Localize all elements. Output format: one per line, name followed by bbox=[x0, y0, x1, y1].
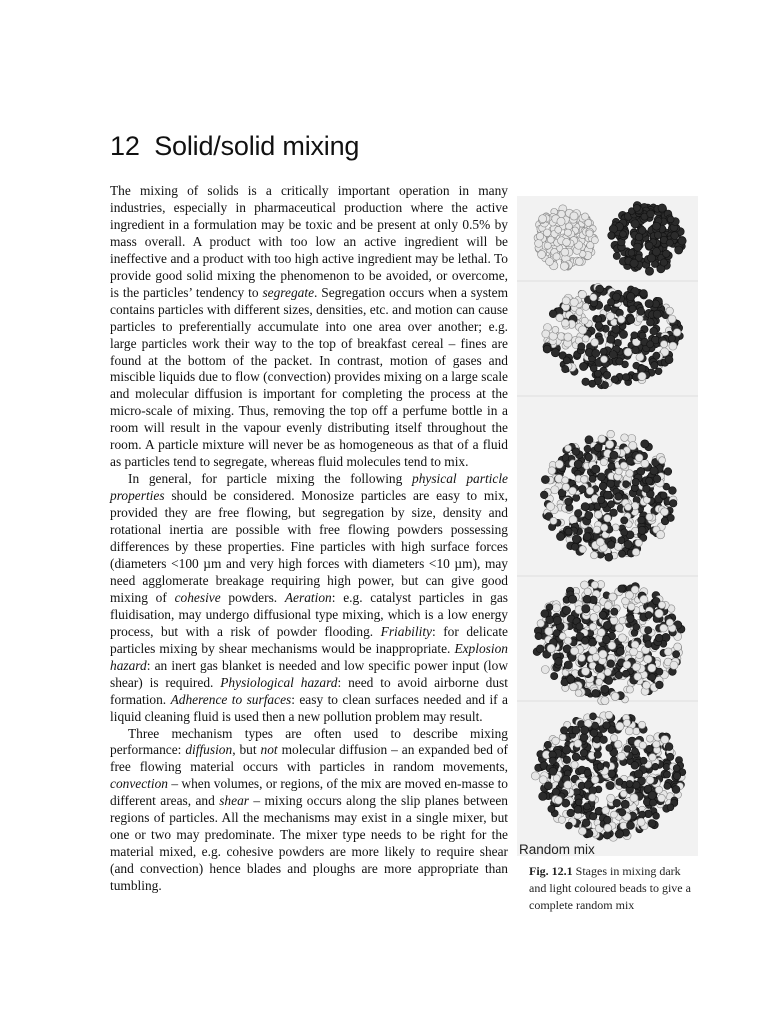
chapter-title-text: Solid/solid mixing bbox=[154, 131, 360, 161]
text-run: In general, for particle mixing the following bbox=[128, 471, 413, 487]
italic-term: shear bbox=[219, 793, 249, 809]
italic-term: Friability bbox=[380, 623, 432, 639]
italic-term: Physiological hazard bbox=[220, 674, 338, 690]
mixing-stages-image bbox=[517, 196, 698, 856]
chapter-title bbox=[110, 131, 530, 162]
text-run: molecular diffusion – an expanded bed of free flowing material occurs with particles in random movements, bbox=[110, 742, 508, 775]
italic-term: segregate bbox=[262, 284, 315, 300]
text-run: : need to avoid airborne dust formation. bbox=[110, 674, 508, 707]
text-run: : an inert gas blanket is needed and low specific power input (low shear) is required. bbox=[110, 657, 508, 690]
text-run: . Segregation occurs when a system contains particles with different sizes, densities, etc. and motion can cause particles to preferentially accumulate into one area over another; e.g. large particles work their way to the top of breakfast cereal – fines are found at the bottom of the packet. In contrast, motion of gases and miscible liquids due to flow (convection) provides mixing on a large scale and molecular diffusion is important for completing the process at the micro-scale of mixing. Thus, removing the top off a perfume bottle in a room will result in the vapour evenly distributing itself throughout the room. A particle mixture will never be as homogeneous as that of a fluid as particles tend to segregate, whereas fluid molecules tend to mix. bbox=[110, 284, 508, 470]
italic-term: Aeration bbox=[284, 589, 332, 605]
text-run: : for delicate particles mixing by shear mechanisms would be inappropriate. bbox=[110, 623, 508, 656]
italic-term: not bbox=[260, 742, 278, 758]
figure-caption-text: Stages in mixing dark and light coloured beads to give a complete random mix bbox=[529, 864, 691, 912]
text-run: – when volumes, or regions, of the mix are moved en-masse to different areas, and bbox=[110, 776, 508, 809]
figure-caption bbox=[529, 863, 699, 914]
paragraph bbox=[110, 183, 508, 471]
paragraph bbox=[110, 471, 508, 725]
italic-term: convection bbox=[110, 776, 168, 792]
text-run: should be considered. Monosize particles are easy to mix, provided they are free flowing, but segregation by size, density and rotational inertia are possible with free flowing powders possessing differences by these properties. Fine particles with high surface forces (diameters <100 µm and very high forces with diameters <10 µm), may need agglomerate breakage requiring high power, but can give good mixing of bbox=[110, 488, 508, 605]
italic-term: cohesive bbox=[174, 589, 221, 605]
italic-term: physical particle properties bbox=[110, 471, 509, 504]
text-run: , but bbox=[232, 742, 261, 758]
body-text bbox=[110, 183, 508, 895]
beads-photo bbox=[517, 202, 698, 842]
text-run: Three mechanism types are often used to describe mixing performance: bbox=[110, 725, 508, 758]
paragraph bbox=[110, 726, 508, 896]
text-run: : easy to clean surfaces needed and if a liquid cleaning fluid is used then a new pollution problem may result. bbox=[110, 691, 508, 724]
text-run: : e.g. catalyst particles in gas fluidisation, may undergo diffusional type mixing, which is a low energy process, but with a risk of powder flooding. bbox=[110, 589, 508, 639]
italic-term: Adherence to surfaces bbox=[170, 691, 292, 707]
mixing-stages-figure bbox=[517, 196, 698, 856]
random-mix-label: Random mix bbox=[519, 842, 595, 857]
figure-caption-label: Fig. 12.1 bbox=[529, 864, 573, 878]
italic-term: diffusion bbox=[185, 742, 233, 758]
italic-term: Explosion hazard bbox=[110, 640, 508, 673]
chapter-number: 12 bbox=[110, 131, 140, 161]
text-run: powders. bbox=[220, 589, 285, 605]
text-run: – mixing occurs along the slip planes between regions of particles. All the mechanisms may exist in a single mixer, but one or two may predominate. The mixer type needs to be right for the material mixed, e.g. cohesive powders are more likely to require shear (and convection) hence blades and ploughs are more appropriate than tumbling. bbox=[110, 793, 508, 894]
text-run: The mixing of solids is a critically important operation in many industries, especially in pharmaceutical production where the active ingredient in a formulation may be toxic and be present at only 0.5% by mass overall. A product with too low an active ingredient will be ineffective and a product with too high active ingredient may be lethal. To provide good solid mixing the phenomenon to be avoided, or overcome, is the particles’ tendency to bbox=[110, 183, 508, 300]
